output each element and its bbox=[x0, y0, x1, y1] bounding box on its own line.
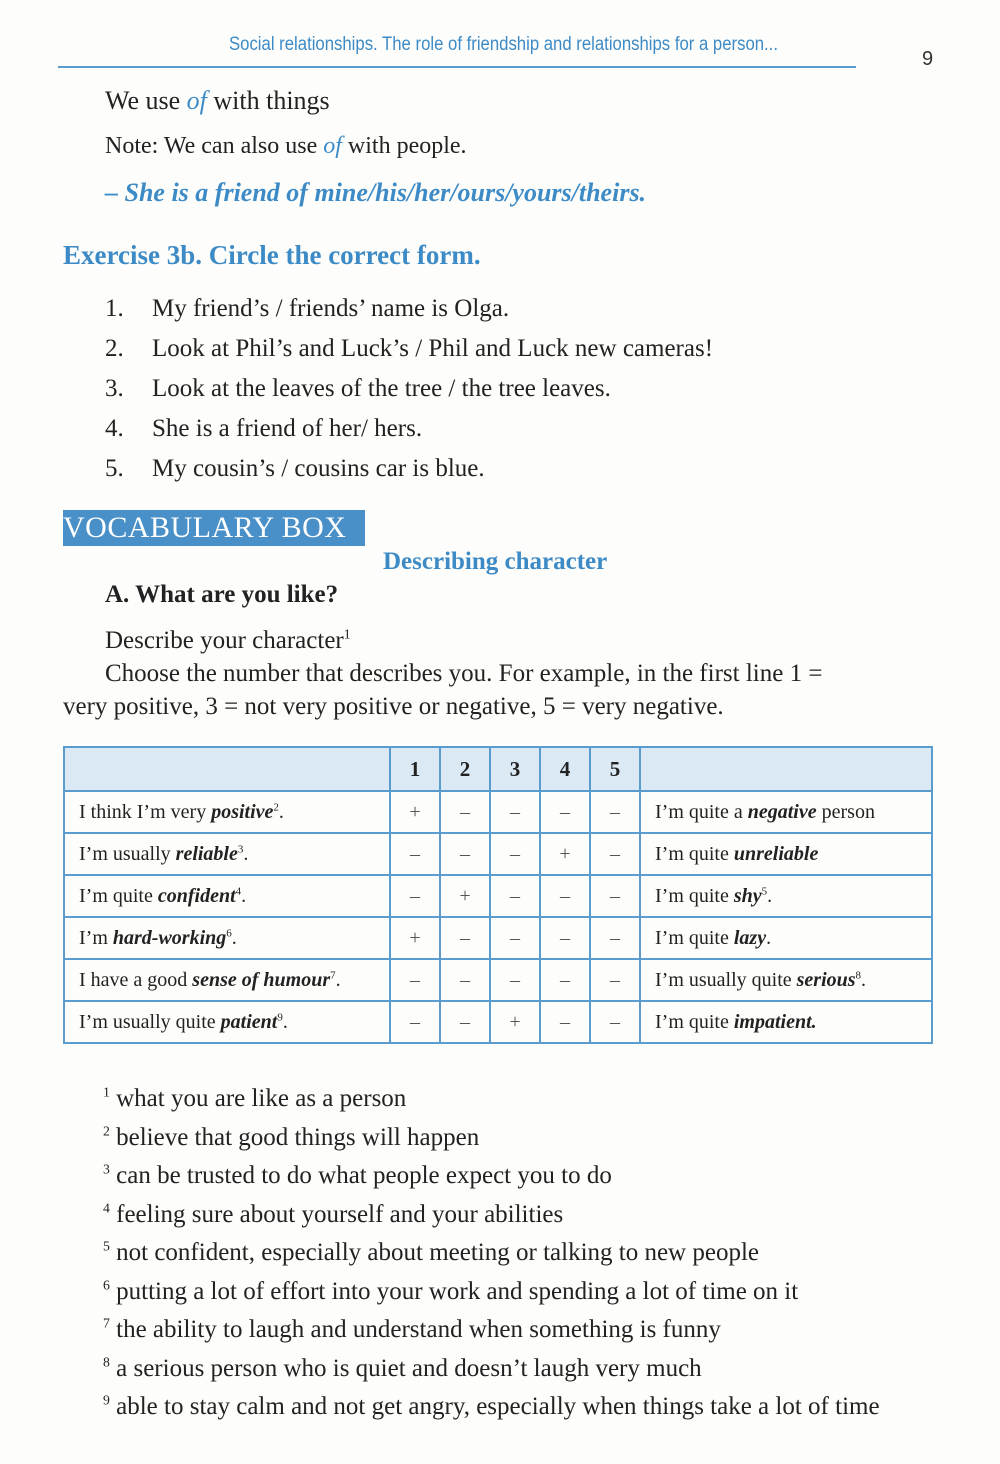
rating-mark: + bbox=[490, 1001, 540, 1043]
footnote-number: 6 bbox=[103, 1277, 110, 1293]
rating-mark: – bbox=[440, 917, 490, 959]
text-segment: We use bbox=[105, 86, 187, 115]
column-header-5: 5 bbox=[590, 747, 640, 791]
footnote-text: can be trusted to do what people expect you to do bbox=[116, 1162, 612, 1189]
exercise-item-number: 5. bbox=[105, 455, 124, 482]
rating-mark: – bbox=[440, 959, 490, 1001]
positive-statement bbox=[64, 959, 390, 1001]
intro-line-1 bbox=[105, 86, 330, 116]
rating-mark: – bbox=[390, 875, 440, 917]
negative-statement bbox=[640, 791, 932, 833]
rating-mark: – bbox=[440, 833, 490, 875]
positive-statement bbox=[64, 875, 390, 917]
rating-mark: – bbox=[540, 917, 590, 959]
text-segment: Phil’s bbox=[235, 335, 293, 362]
text-segment: the leaves of the tree bbox=[235, 375, 443, 402]
text-segment: I’m quite bbox=[655, 884, 734, 907]
text-segment: cousins bbox=[294, 455, 370, 482]
text-segment: . bbox=[767, 884, 773, 907]
exercise-item-text bbox=[152, 375, 611, 403]
text-segment: She is a friend bbox=[152, 415, 302, 442]
footnote-text: what you are like as a person bbox=[116, 1085, 407, 1112]
rating-mark: – bbox=[490, 959, 540, 1001]
text-segment: serious bbox=[796, 968, 856, 991]
text-segment: 4 bbox=[235, 884, 242, 897]
rating-mark: – bbox=[540, 1001, 590, 1043]
footnote-text: putting a lot of effort into your work and spending a lot of time on it bbox=[116, 1277, 799, 1305]
footnote bbox=[103, 1201, 563, 1229]
text-segment: sense of humour bbox=[192, 968, 331, 991]
text-segment: / bbox=[442, 375, 462, 402]
footnote-number: 3 bbox=[103, 1161, 110, 1177]
text-segment: . bbox=[243, 842, 249, 865]
table-header-row bbox=[64, 747, 932, 791]
text-segment: negative bbox=[747, 800, 817, 823]
text-segment: positive bbox=[211, 800, 274, 823]
text-segment: the tree leaves bbox=[461, 375, 605, 402]
footnote bbox=[103, 1278, 798, 1306]
text-segment: Luck’s bbox=[340, 335, 409, 362]
table-row bbox=[64, 1001, 932, 1043]
footnote-number: 7 bbox=[103, 1315, 110, 1331]
text-segment: impatient. bbox=[733, 1010, 817, 1033]
character-table bbox=[63, 746, 933, 1044]
footnote bbox=[103, 1316, 721, 1344]
text-segment: . bbox=[282, 1010, 288, 1033]
text-segment: shy bbox=[733, 884, 762, 907]
exercise-item-text bbox=[152, 455, 485, 483]
footnote-number: 1 bbox=[103, 1084, 110, 1100]
text-segment: Note: We can also use bbox=[105, 133, 324, 159]
intro-example bbox=[105, 178, 646, 208]
text-segment: . bbox=[231, 926, 237, 949]
text-segment: lazy bbox=[733, 926, 767, 949]
header-rule bbox=[58, 66, 856, 68]
exercise-title: Exercise 3b. Circle the correct form. bbox=[63, 240, 481, 270]
negative-statement bbox=[640, 875, 932, 917]
exercise-item-text bbox=[152, 415, 422, 443]
negative-statement bbox=[640, 917, 932, 959]
text-segment: unreliable bbox=[733, 842, 819, 865]
footnote bbox=[103, 1162, 612, 1190]
text-segment: I’m bbox=[79, 926, 113, 949]
text-segment: Look at bbox=[152, 375, 236, 402]
footnote bbox=[103, 1124, 479, 1152]
footnote bbox=[103, 1393, 880, 1421]
text-segment: Look at bbox=[152, 335, 236, 362]
exercise-item-number: 1. bbox=[105, 295, 124, 322]
rating-mark: + bbox=[440, 875, 490, 917]
text-segment: reliable bbox=[175, 842, 238, 865]
text-segment: I’m quite bbox=[655, 926, 734, 949]
text-segment: of her bbox=[301, 415, 361, 442]
text-segment: My bbox=[152, 295, 193, 322]
column-header-2: 2 bbox=[440, 747, 490, 791]
text-segment: / bbox=[274, 455, 295, 482]
text-segment: I’m usually quite bbox=[655, 968, 797, 991]
text-segment: friends’ bbox=[288, 295, 365, 322]
text-segment: . bbox=[335, 968, 341, 991]
text-segment: / Phil and Luck new cameras! bbox=[408, 335, 714, 362]
footnote-text: believe that good things will happen bbox=[116, 1123, 480, 1151]
footnote bbox=[103, 1355, 702, 1383]
exercise-item-number: 4. bbox=[105, 415, 124, 442]
rating-mark: – bbox=[440, 791, 490, 833]
footnote-text: a serious person who is quiet and doesn’t laugh very much bbox=[116, 1354, 702, 1382]
rating-mark: + bbox=[540, 833, 590, 875]
rating-mark: – bbox=[490, 917, 540, 959]
rating-mark: – bbox=[590, 833, 640, 875]
exercise-item-text bbox=[152, 295, 509, 323]
text-segment: . bbox=[604, 375, 611, 402]
text-segment: I think I’m very bbox=[79, 800, 212, 823]
text-segment: 9 bbox=[277, 1010, 283, 1023]
text-segment: – She is a friend of mine/his/her/ours/yours/theirs. bbox=[105, 178, 647, 207]
vocabulary-box-label: VOCABULARY BOX bbox=[63, 510, 365, 546]
footnote-number: 4 bbox=[103, 1200, 110, 1216]
text-segment: I have a good bbox=[79, 968, 193, 991]
page-number: 9 bbox=[922, 48, 934, 70]
text-segment: of bbox=[323, 133, 342, 159]
table-row bbox=[64, 875, 932, 917]
rating-mark: – bbox=[390, 959, 440, 1001]
footnote-text: feeling sure about yourself and your abilities bbox=[116, 1200, 564, 1228]
vocab-subtitle: Describing character bbox=[383, 548, 608, 575]
text-segment: with people. bbox=[341, 133, 467, 159]
rating-mark: – bbox=[540, 791, 590, 833]
column-header-1: 1 bbox=[390, 747, 440, 791]
exercise-item-number: 3. bbox=[105, 375, 124, 402]
rating-mark: + bbox=[390, 917, 440, 959]
text-segment: . bbox=[278, 800, 284, 823]
instruction-line-1: Choose the number that describes you. For example, in the first line 1 = bbox=[105, 660, 823, 687]
header-blank bbox=[640, 747, 932, 791]
intro-note bbox=[105, 133, 467, 160]
positive-statement bbox=[64, 791, 390, 833]
negative-statement bbox=[640, 833, 932, 875]
rating-mark: – bbox=[590, 959, 640, 1001]
rating-mark: – bbox=[490, 791, 540, 833]
footnote bbox=[103, 1239, 759, 1267]
text-segment: I’m quite bbox=[655, 1010, 734, 1033]
footnote-number: 9 bbox=[103, 1392, 110, 1408]
exercise-item-text bbox=[152, 335, 713, 363]
rating-mark: – bbox=[490, 833, 540, 875]
instruction-line-2: very positive, 3 = not very positive or negative, 5 = very negative. bbox=[63, 693, 724, 720]
negative-statement bbox=[640, 1001, 932, 1043]
text-segment: confident bbox=[157, 884, 236, 907]
header-blank bbox=[64, 747, 390, 791]
positive-statement bbox=[64, 833, 390, 875]
text-segment: 2 bbox=[273, 800, 279, 813]
exercise-item-number: 2. bbox=[105, 335, 124, 362]
footnote-number: 5 bbox=[103, 1238, 110, 1254]
section-a-heading: A. What are you like? bbox=[105, 581, 339, 608]
footnote-text: the ability to laugh and understand when something is funny bbox=[116, 1316, 721, 1343]
text-segment: I’m usually quite bbox=[79, 1010, 221, 1033]
text-segment: My bbox=[152, 455, 193, 482]
rating-mark: – bbox=[540, 959, 590, 1001]
text-segment: 5 bbox=[761, 884, 768, 897]
text-segment: . bbox=[241, 884, 247, 907]
text-segment: 1 bbox=[343, 626, 351, 642]
text-segment: . bbox=[766, 926, 772, 949]
footnote-number: 8 bbox=[103, 1354, 110, 1370]
table-row bbox=[64, 791, 932, 833]
text-segment: 7 bbox=[330, 968, 336, 981]
text-segment: and bbox=[292, 335, 341, 362]
rating-mark: – bbox=[390, 833, 440, 875]
text-segment: 8 bbox=[855, 968, 862, 981]
rating-mark: – bbox=[440, 1001, 490, 1043]
text-segment: 6 bbox=[226, 926, 232, 939]
text-segment: . bbox=[861, 968, 867, 991]
rating-mark: – bbox=[590, 917, 640, 959]
footnote-text: not confident, especially about meeting or talking to new people bbox=[116, 1239, 759, 1266]
text-segment: person bbox=[816, 800, 875, 823]
positive-statement bbox=[64, 1001, 390, 1043]
text-segment: patient bbox=[220, 1010, 278, 1033]
running-title: Social relationships. The role of friendship and relationships for a person... bbox=[229, 34, 778, 55]
rating-mark: – bbox=[590, 1001, 640, 1043]
column-header-4: 4 bbox=[540, 747, 590, 791]
text-segment: 3 bbox=[237, 842, 244, 855]
rating-mark: – bbox=[390, 1001, 440, 1043]
footnote-number: 2 bbox=[103, 1123, 110, 1139]
text-segment: cousin’s bbox=[192, 455, 275, 482]
text-segment: I’m quite bbox=[655, 842, 734, 865]
text-segment: I’m quite bbox=[79, 884, 158, 907]
describe-line bbox=[105, 627, 351, 655]
text-segment: hard-working bbox=[112, 926, 227, 949]
positive-statement bbox=[64, 917, 390, 959]
text-segment: . bbox=[415, 415, 423, 442]
text-segment: I’m quite a bbox=[655, 800, 748, 823]
rating-mark: – bbox=[490, 875, 540, 917]
table-row bbox=[64, 833, 932, 875]
rating-mark: + bbox=[390, 791, 440, 833]
footnote-text: able to stay calm and not get angry, especially when things take a lot of time bbox=[116, 1393, 880, 1420]
text-segment: car is blue. bbox=[369, 455, 485, 482]
rating-mark: – bbox=[540, 875, 590, 917]
text-segment: hers bbox=[374, 415, 416, 442]
column-header-3: 3 bbox=[490, 747, 540, 791]
text-segment: name is Olga. bbox=[364, 295, 510, 322]
table-row bbox=[64, 959, 932, 1001]
rating-mark: – bbox=[590, 875, 640, 917]
text-segment: / bbox=[360, 415, 375, 442]
text-segment: / bbox=[269, 295, 289, 322]
text-segment: Describe your character bbox=[105, 627, 344, 654]
text-segment: I’m usually bbox=[79, 842, 176, 865]
table-row bbox=[64, 917, 932, 959]
footnote bbox=[103, 1085, 406, 1113]
text-segment: friend’s bbox=[192, 295, 270, 322]
text-segment: of bbox=[186, 86, 207, 115]
text-segment: with things bbox=[206, 86, 330, 115]
rating-mark: – bbox=[590, 791, 640, 833]
negative-statement bbox=[640, 959, 932, 1001]
